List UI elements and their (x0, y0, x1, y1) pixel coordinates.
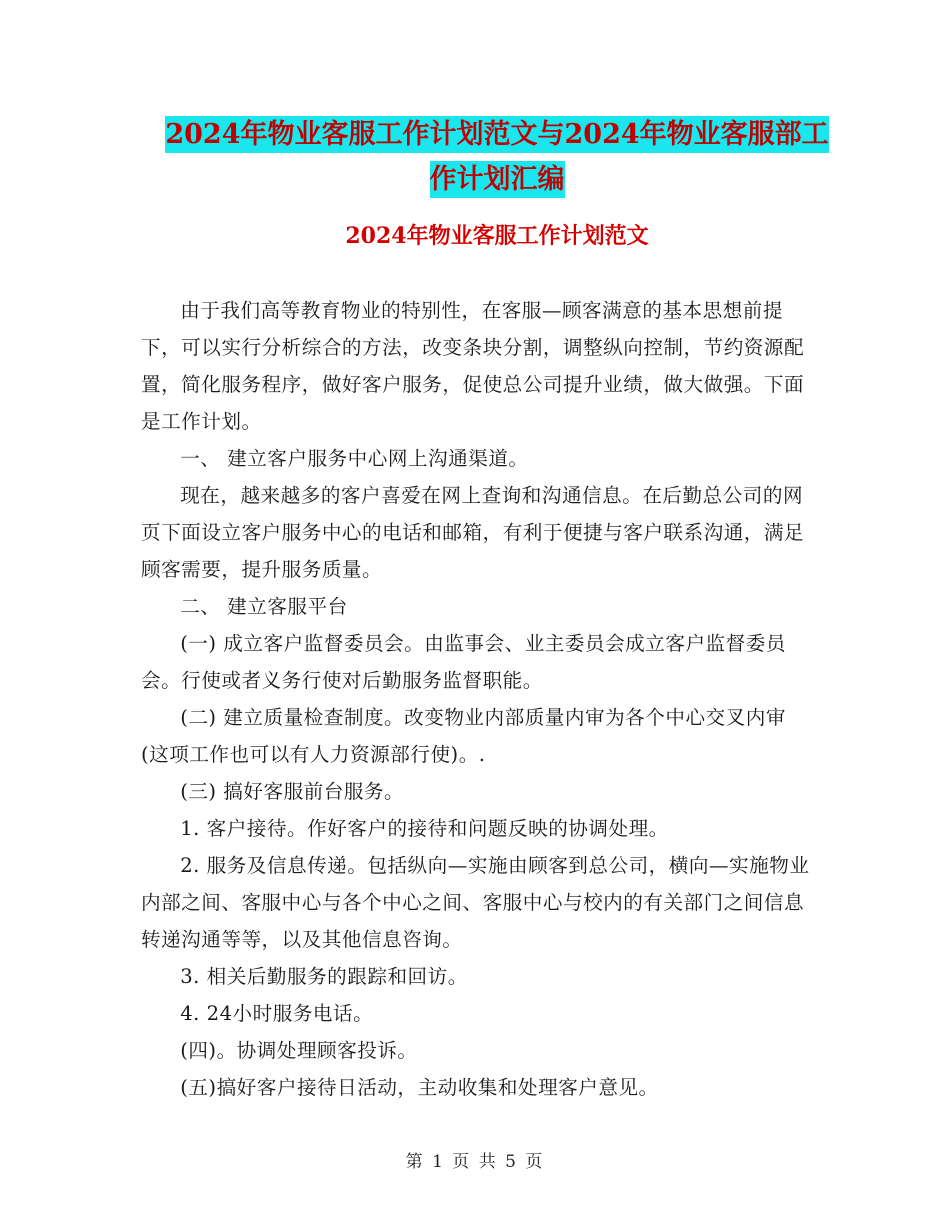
list-item-4: 4. 24小时服务电话。 (180, 1002, 374, 1025)
list-item-2: 2. 服务及信息传递。包括纵向—实施由顾客到总公司，横向—实施物业内部之间、客服中心与各个中心之间、客服中心与校内的有关部门之间信息转递沟通等等，以及其他信息咨询。 (141, 854, 810, 951)
document-title (140, 112, 854, 202)
paragraph-subitem-3: (三) 搞好客服前台服务。 (180, 780, 405, 803)
list-item-3: 3. 相关后勤服务的跟踪和回访。 (180, 965, 468, 988)
list-item-1: 1. 客户接待。作好客户的接待和问题反映的协调处理。 (180, 817, 669, 840)
heading-item-2: 二、 建立客服平台 (180, 595, 348, 618)
paragraph-subitem-1: (一) 成立客户监督委员会。由监事会、业主委员会成立客户监督委员会。行使或者义务行使对后勤服务监督职能。 (141, 632, 786, 692)
section-title: 2024年物业客服工作计划范文 (345, 223, 649, 249)
paragraph-subitem-2: (二) 建立质量检查制度。改变物业内部质量内审为各个中心交叉内审(这项工作也可以有人力资源部行使)。. (141, 706, 786, 766)
page-footer: 第 1 页 共 5 页 (405, 1152, 545, 1172)
paragraph-intro: 由于我们高等教育物业的特别性，在客服—顾客满意的基本思想前提下，可以实行分析综合的方法，改变条块分割，调整纵向控制，节约资源配置，简化服务程序，做好客户服务，促使总公司提升业绩，做大做强。下面是工作计划。 (141, 299, 805, 433)
document-title-line-1: 2024年物业客服工作计划范文与2024年物业客服部工 (165, 116, 828, 153)
document-title-line-2: 作计划汇编 (430, 161, 565, 198)
heading-item-1: 一、 建立客户服务中心网上沟通渠道。 (180, 447, 529, 470)
document-body (141, 292, 813, 1106)
paragraph-item-1: 现在，越来越多的客户喜爱在网上查询和沟通信息。在后勤总公司的网页下面设立客户服务中心的电话和邮箱，有利于便捷与客户联系沟通，满足顾客需要，提升服务质量。 (141, 484, 805, 581)
paragraph-subitem-5: (五)搞好客户接待日活动，主动收集和处理客户意见。 (180, 1076, 659, 1099)
paragraph-subitem-4: (四)。协调处理顾客投诉。 (180, 1039, 418, 1062)
